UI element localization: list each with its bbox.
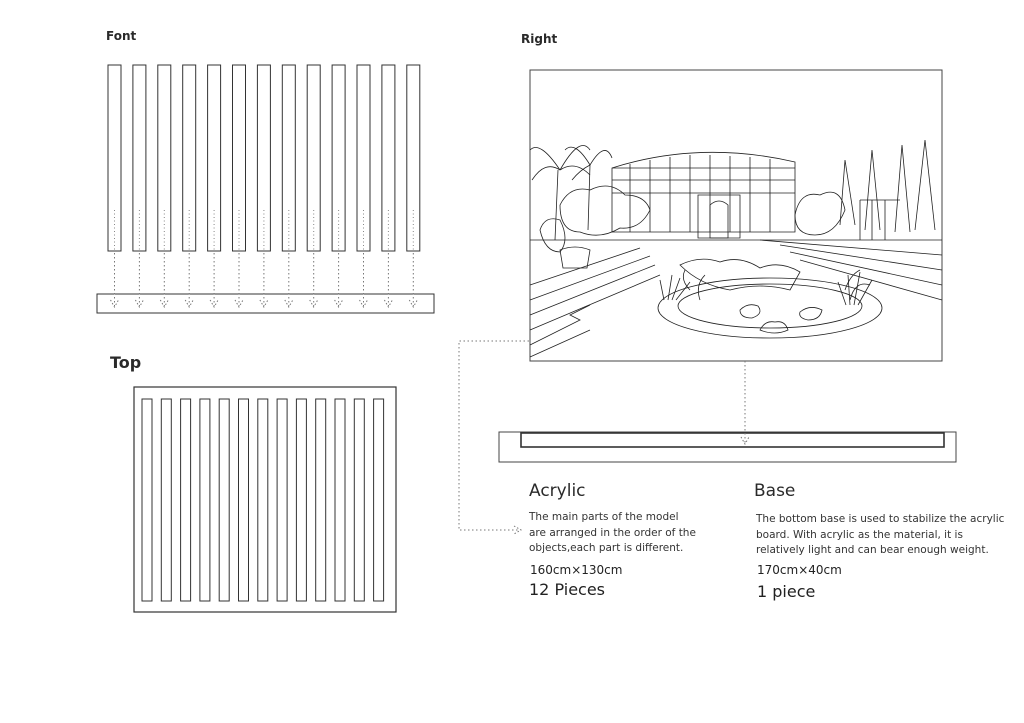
base-description-line: board. With acrylic as the material, it is: [756, 528, 963, 541]
acrylic-title: Acrylic: [529, 481, 586, 501]
acrylic-description-line: objects,each part is different.: [529, 542, 684, 554]
right-view-label: Right: [521, 32, 558, 46]
base-description-line: The bottom base is used to stabilize the acrylic: [756, 513, 1005, 525]
acrylic-description-line: The main parts of the model: [529, 511, 679, 523]
top-view-label: Top: [110, 353, 142, 372]
acrylic-description: [529, 510, 696, 557]
acrylic-callout-line: [459, 341, 529, 530]
acrylic-size: 160cm×130cm: [530, 563, 623, 577]
base-title: Base: [754, 481, 796, 501]
acrylic-description-line: are arranged in the order of the: [529, 526, 696, 539]
base-size: 170cm×40cm: [757, 563, 842, 577]
base-count: 1 piece: [757, 582, 816, 601]
acrylic-count: 12 Pieces: [529, 580, 606, 599]
base-description-line: relatively light and can bear enough weight.: [756, 544, 989, 556]
base-description: [756, 512, 1004, 559]
front-drop-arrows: [111, 210, 418, 307]
front-view-label: Font: [106, 29, 137, 43]
